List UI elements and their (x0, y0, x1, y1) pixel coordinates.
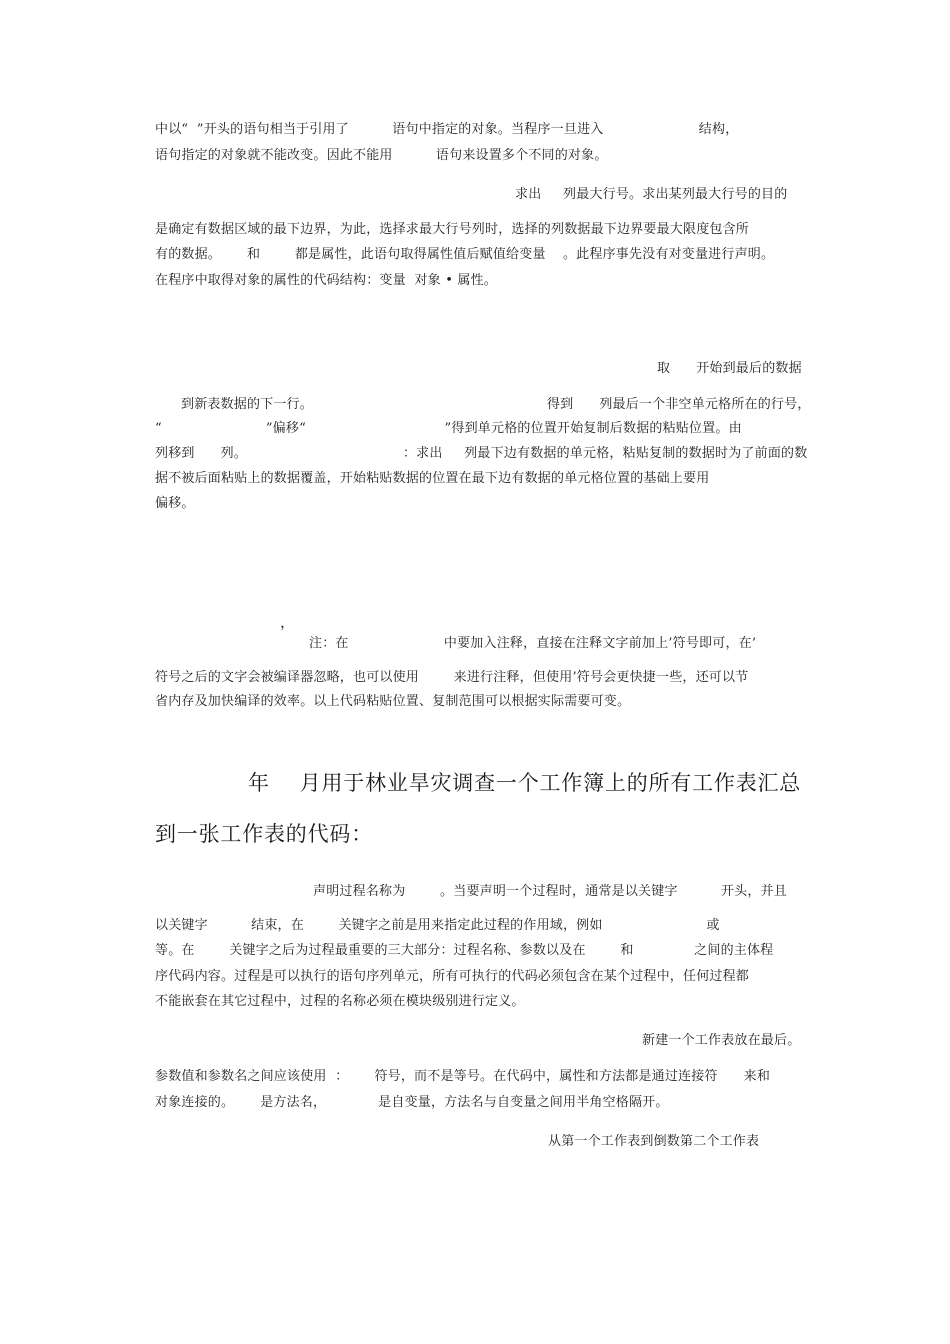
para3-line4: 列移到 列。 ：求出 列最下边有数据的单元格，粘贴复制的数据时为了前面的数 (155, 446, 808, 461)
para7-line2: 对象连接的。 是方法名， 是自变量，方法名与自变量之间用半角空格隔开。 (155, 1095, 669, 1110)
para3-line5: 据不被后面粘贴上的数据覆盖，开始粘贴数据的位置在最下边有数据的单元格位置的基础上要用 (155, 471, 710, 486)
para3-line1: 取 开始到最后的数据 (657, 361, 802, 376)
para5-line3: 等。在 关键字之后为过程最重要的三大部分：过程名称、参数以及在 和 之间的主体程 (155, 943, 774, 958)
para5-line2: 以关键字 结束，在 关键字之前是用来指定此过程的作用域，例如 或 (155, 918, 720, 933)
para6-line1: 新建一个工作表放在最后。 (642, 1033, 801, 1048)
para4-line1: 注：在 中要加入注释，直接在注释文字前加上’符号即可，在’ (309, 636, 757, 651)
heading-line2: 到一张工作表的代码： (155, 822, 373, 846)
para7-line1: 参数值和参数名之间应该使用 ： 符号，而不是等号。在代码中，属性和方法都是通过连接符 来和 (155, 1069, 771, 1084)
para3-line2: 到新表数据的下一行。 得到 列最后一个非空单元格所在的行号， (155, 397, 811, 412)
para8-line1: 从第一个工作表到倒数第二个工作表 (548, 1134, 760, 1149)
para4-line3: 省内存及加快编译的效率。以上代码粘贴位置、复制范围可以根据实际需要可变。 (155, 694, 631, 709)
para2-line2: 是确定有数据区域的最下边界，为此，选择求最大行号列时，选择的列数据最下边界要最大限度包含所 (155, 222, 750, 237)
para2-line3: 有的数据。 和 都是属性，此语句取得属性值后赋值给变量 。此程序事先没有对变量进行声明。 (155, 247, 775, 262)
para4-line2: 符号之后的文字会被编译器忽略，也可以使用 来进行注释，但使用’符号会更快捷一些，还可以节 (155, 670, 749, 685)
heading-line1: 年 月用于林业旱灾调查一个工作簿上的所有工作表汇总 (248, 771, 802, 795)
para2-line1: 求出 列最大行号。求出某列最大行号的目的 (515, 187, 788, 202)
para5-line5: 不能嵌套在其它过程中，过程的名称必须在模块级别进行定义。 (155, 994, 525, 1009)
para1-line1: 中以“ ”开头的语句相当于引用了 语句中指定的对象。当程序一旦进入 结构， (155, 122, 739, 137)
para5-line1: 声明过程名称为 。当要声明一个过程时，通常是以关键字 开头，并且 (313, 884, 787, 899)
para5-line4: 序代码内容。过程是可以执行的语句序列单元，所有可执行的代码必须包含在某个过程中，任何过程都 (155, 969, 750, 984)
para3-line6: 偏移。 (155, 496, 195, 511)
para3-line3: “ ”偏移“ ”得到单元格的位置开始复制后数据的粘贴位置。由 (155, 421, 742, 436)
apostrophe-mark: ， (280, 613, 296, 631)
para1-line2: 语句指定的对象就不能改变。因此不能用 语句来设置多个不同的对象。 (155, 148, 608, 163)
para2-line4: 在程序中取得对象的属性的代码结构：变量 对象 • 属性。 (155, 273, 497, 288)
